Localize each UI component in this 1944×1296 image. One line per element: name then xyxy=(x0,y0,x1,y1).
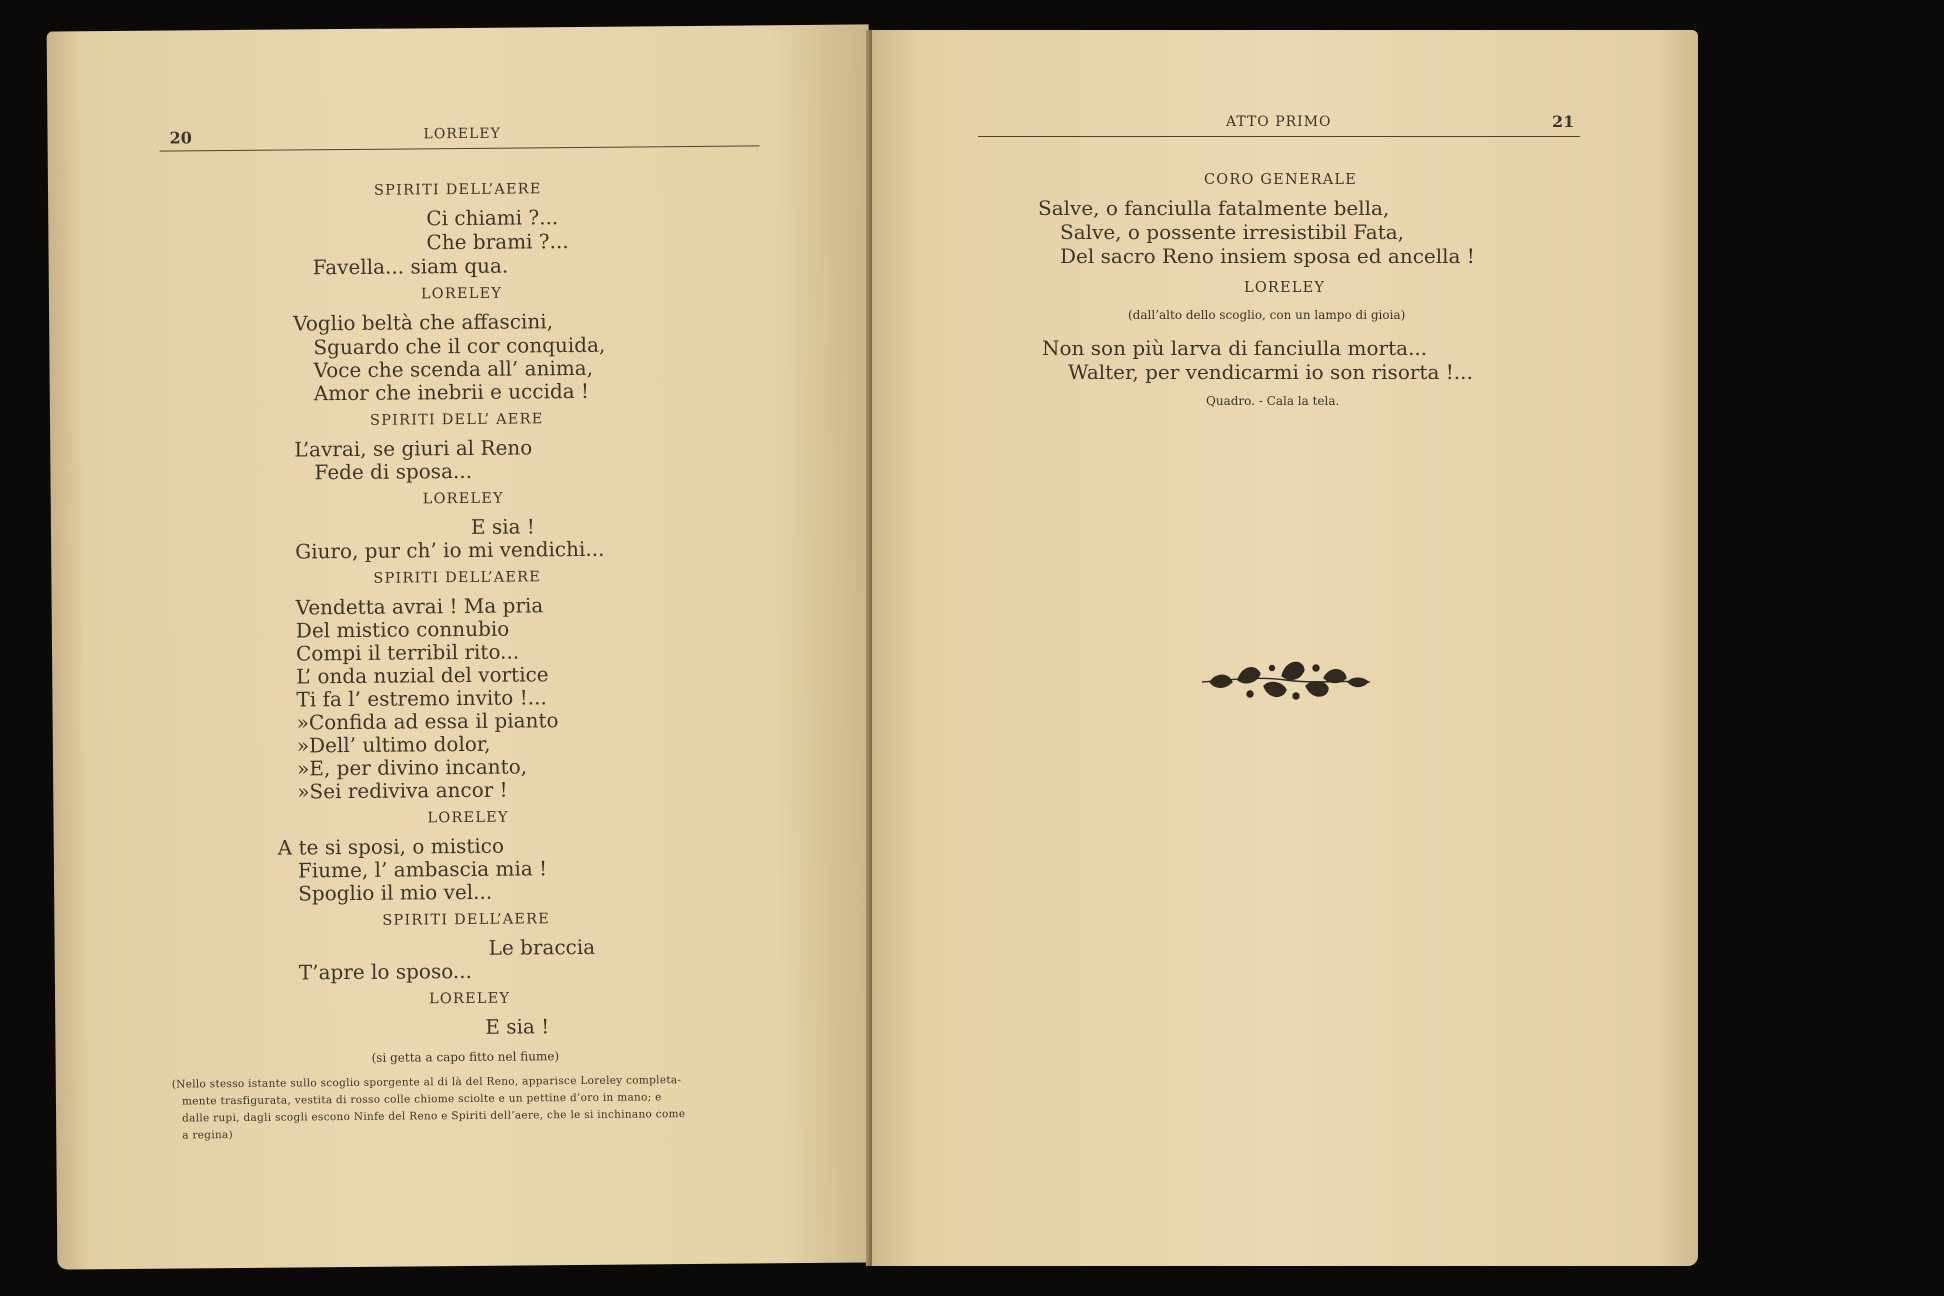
verse-line: T’apre lo sposo... xyxy=(298,958,473,985)
speaker-label: LORELEY xyxy=(420,285,503,303)
verse-line: Salve, o fanciulla fatalmente bella, xyxy=(1038,196,1390,220)
verse-line: Ci chiami ?... xyxy=(426,205,559,231)
verse-line: L’avrai, se giuri al Reno xyxy=(294,435,533,462)
verse-line: Favella... siam qua. xyxy=(312,253,509,280)
verse-line: Voce che scenda all’ anima, xyxy=(313,355,594,383)
verse-line: Amor che inebrii e uccida ! xyxy=(313,378,590,406)
verse-line: Spoglio il mio vel... xyxy=(298,879,493,906)
verse-line: Fiume, l’ ambascia mia ! xyxy=(297,856,548,883)
verse-line: A te si sposi, o mistico xyxy=(277,833,505,860)
page-number: 20 xyxy=(169,128,192,148)
verse-line: Fede di sposa... xyxy=(314,458,473,485)
verse-line: Walter, per vendicarmi io son risorta !... xyxy=(1068,360,1473,384)
verse-line: L’ onda nuzial del vortice xyxy=(296,662,549,689)
verse-line: Che brami ?... xyxy=(426,229,569,255)
stage-note-line: dalle rupi, dagli scogli escono Ninfe del Reno e Spiriti dell’aere, che le si inchinano come xyxy=(182,1108,686,1125)
speaker-label: LORELEY xyxy=(422,490,504,508)
stage-direction: (si getta a capo fitto nel fiume) xyxy=(371,1049,560,1065)
verse-line: Sguardo che il cor conquida, xyxy=(313,332,606,360)
speaker-label: CORO GENERALE xyxy=(1204,172,1358,188)
right-page xyxy=(872,30,1698,1266)
verse-line: E sia ! xyxy=(470,514,535,539)
running-head: ATTO PRIMO xyxy=(1226,114,1332,130)
verse-line: »E, per divino incanto, xyxy=(296,754,528,781)
verse-line: Vendetta avrai ! Ma pria xyxy=(295,593,544,620)
speaker-label: SPIRITI DELL’AERE xyxy=(373,569,542,587)
stage-direction: (dall’alto dello scoglio, con un lampo di gioia) xyxy=(1128,308,1406,322)
verse-line: Compi il terribil rito... xyxy=(295,639,520,666)
verse-line: Le braccia xyxy=(488,934,596,960)
verse-line: »Confida ad essa il pianto xyxy=(296,708,559,735)
floral-vignette-icon xyxy=(1198,652,1374,712)
verse-line: Voglio beltà che affascini, xyxy=(293,309,554,336)
page-number: 21 xyxy=(1552,112,1575,131)
speaker-label: LORELEY xyxy=(427,809,509,827)
running-head: LORELEY xyxy=(423,125,501,143)
header-rule xyxy=(978,136,1580,137)
speaker-label: SPIRITI DELL’AERE xyxy=(373,181,542,199)
speaker-label: SPIRITI DELL’ AERE xyxy=(369,411,544,429)
verse-line: »Dell’ ultimo dolor, xyxy=(296,731,491,758)
stage-note-line: mente trasfigurata, vestita di rosso colle chiome sciolte e un pettine d’oro in mano; e xyxy=(181,1091,662,1108)
speaker-label: LORELEY xyxy=(1244,280,1326,296)
verse-line: Del sacro Reno insiem sposa ed ancella ! xyxy=(1060,244,1475,268)
header-rule xyxy=(160,145,760,151)
verse-line: Salve, o possente irresistibil Fata, xyxy=(1060,220,1405,244)
verse-line: »Sei rediviva ancor ! xyxy=(297,777,508,804)
stage-note-line: a regina) xyxy=(182,1129,234,1142)
verse-line: Non son più larva di fanciulla morta... xyxy=(1042,336,1428,360)
verse-line: Del mistico connubio xyxy=(295,616,510,643)
left-page xyxy=(47,24,880,1269)
verse-line: Giuro, pur ch’ io mi vendichi... xyxy=(295,536,605,564)
stage-note-line: (Nello stesso istante sullo scoglio sporgente al di là del Reno, apparisce Loreley completa- xyxy=(171,1074,682,1091)
stage-direction: Quadro. - Cala la tela. xyxy=(1206,394,1340,408)
speaker-label: LORELEY xyxy=(429,990,511,1008)
verse-line: E sia ! xyxy=(485,1014,550,1039)
verse-line: Ti fa l’ estremo invito !... xyxy=(296,685,547,712)
speaker-label: SPIRITI DELL’AERE xyxy=(382,911,551,929)
